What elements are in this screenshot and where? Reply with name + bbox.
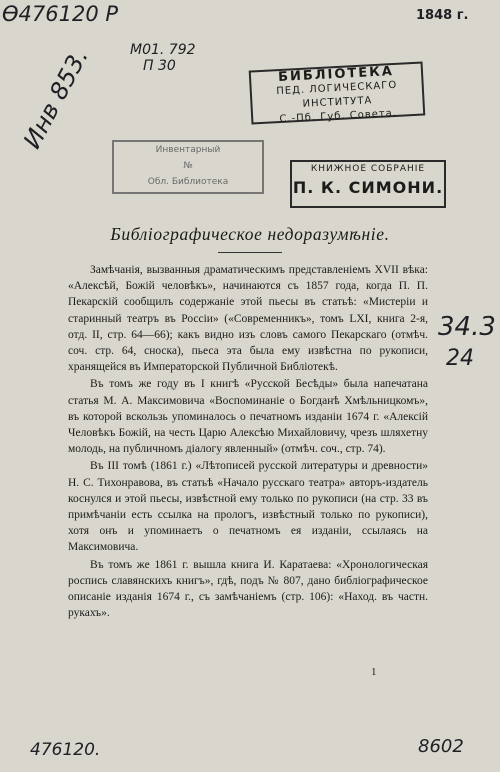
year-stamp: 1848 г.: [416, 8, 469, 23]
inventory-stamp: [112, 140, 264, 194]
handwritten-number-right-1: 34.3: [438, 312, 496, 342]
inventory-stamp-line1: Инвентарный: [155, 145, 221, 155]
page-number: 1: [371, 666, 377, 678]
inventory-stamp-line3: Обл. Библиотека: [147, 177, 229, 187]
library-stamp: [249, 61, 426, 124]
library-stamp-line1: БИБЛІОТЕКА: [277, 64, 395, 86]
title-rule: [218, 252, 282, 253]
handwritten-number-right-2: 24: [446, 346, 474, 371]
paragraph-3: Въ III томѣ (1861 г.) «Лѣтописей русской литературы и древности» Н. С. Тихонравова, въ статьѣ «Начало русскаго театра» авторъ-издатель коснулся и этой пьесы, извѣстной ему только по рукописи (на стр. 33 въ примѣчаніи есть ссылка на прологъ, извѣстный только по рукописи), хотя онъ и упоминаетъ о печатномъ ея изданіи, ссылаясь на Максимовича.: [68, 460, 428, 554]
paragraph-4: Въ томъ же 1861 г. вышла книга И. Каратаева: «Хронологическая роспись славянскихъ книгъ», гдѣ, подъ № 807, дано библіографическое описаніе изданія 1674 г., съ замѣчаніемъ (стр. 106): «Наход. въ частн. рукахъ».: [68, 558, 428, 620]
shelf-mark-1: М01. 792: [130, 42, 196, 58]
body-text: [68, 262, 428, 621]
handwritten-number-bottom-left: 476120.: [30, 740, 101, 760]
library-stamp-line2: ПЕД. ЛОГИЧЕСКАГО ИНСТИТУТА: [276, 79, 398, 110]
paragraph-2: Въ томъ же году въ I книгѣ «Русской Бесѣды» была напечатана статья М. А. Максимовича «Воспоминаніе о Богданѣ Хмѣльницкомъ», въ которой вскользь упоминалось о печатномъ изданіи 1674 г. «Алексій Человѣкъ Божій, на честь Царю Алексѣю Михайловичу, чрезъ шляхетну молодь, на публичномъ діалогу явленный» (отмѣч. соч., стр. 74).: [68, 378, 428, 456]
library-stamp-line3: С.-Пб. Губ. Совета.: [279, 107, 398, 126]
inventory-stamp-line2: №: [183, 161, 193, 171]
shelf-mark-2: П 30: [143, 58, 176, 74]
page-title: Библіографическое недоразумѣніе.: [110, 224, 390, 244]
simoni-stamp-line1: КНИЖНОЕ СОБРАНІЕ: [310, 164, 426, 174]
paragraph-1: Замѣчанія, вызванныя драматическимъ представленіемъ XVII вѣка: «Алексѣй, Божій человѣкъ», начинаются съ 1857 года, когда П. П. Пекарскій сообщилъ содержаніе этой пьесы въ статьѣ: «Мистеріи и старинный театръ въ Россіи» («Современникъ», томъ LXI, книга 2-я, отд. II, стр. 64—66); какъ видно изъ словъ самого Пекарскаго (отмѣч. соч. стр. 64, сноска), пьеса эта была ему извѣстна по рукописи, хранящейся въ Императорской Публичной Библіотекѣ.: [68, 264, 428, 374]
inventory-number-side: Инв 853.: [18, 43, 94, 154]
handwritten-number-bottom-right: 8602: [418, 736, 464, 757]
inventory-number-top: Ѳ476120 Р: [2, 2, 119, 26]
simoni-stamp-line2: П. К. СИМОНИ.: [292, 178, 444, 197]
simoni-collection-stamp: [290, 160, 446, 208]
